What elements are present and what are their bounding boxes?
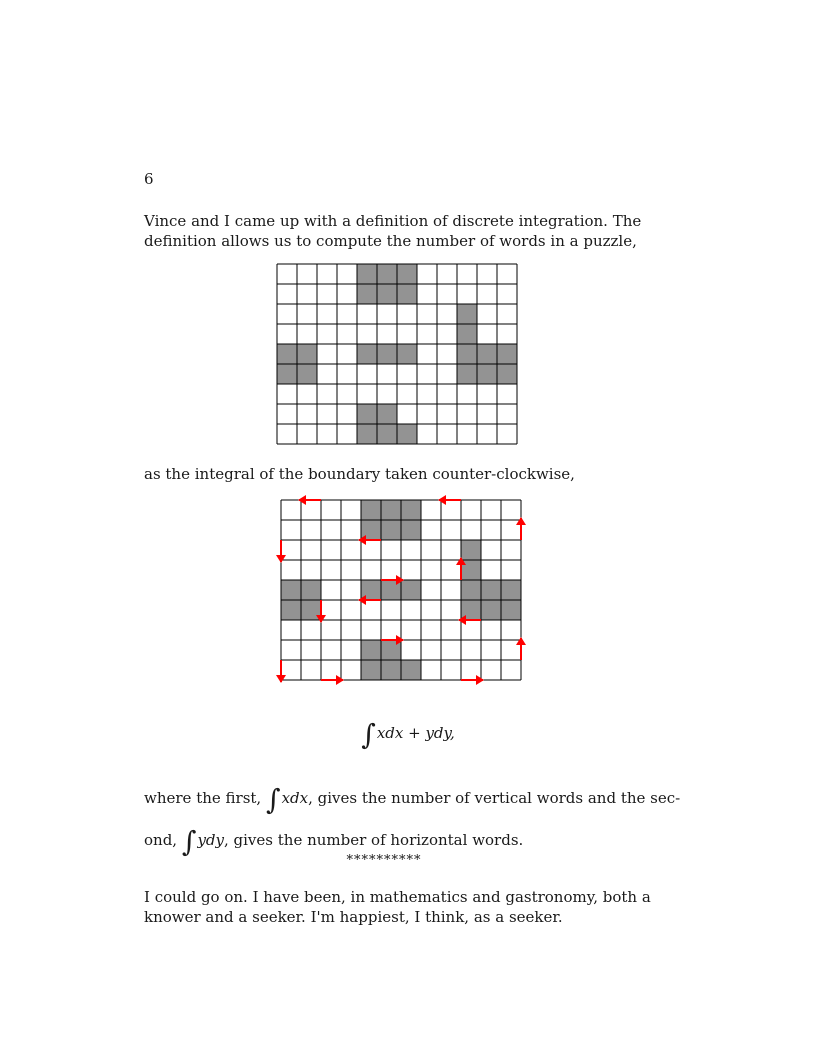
where-text-3: ond, <box>144 831 182 849</box>
black-square <box>281 580 301 600</box>
math-ydy: ydy <box>197 831 224 849</box>
black-square <box>461 540 481 560</box>
black-square <box>297 364 317 384</box>
black-square <box>477 344 497 364</box>
black-square <box>397 264 417 284</box>
black-square <box>277 364 297 384</box>
black-square <box>481 580 501 600</box>
black-square <box>457 344 477 364</box>
black-square <box>397 284 417 304</box>
black-square <box>497 344 517 364</box>
black-square <box>377 264 397 284</box>
intro-paragraph <box>144 211 642 251</box>
black-square <box>401 520 421 540</box>
math-xdx: xdx <box>281 789 309 807</box>
black-square <box>377 404 397 424</box>
black-square <box>497 364 517 384</box>
where-text-1: where the first, <box>144 789 266 807</box>
black-square <box>377 344 397 364</box>
arrow-head <box>298 495 306 505</box>
black-square <box>361 660 381 680</box>
black-square <box>501 600 521 620</box>
section-separator: ********** <box>346 853 422 868</box>
where-paragraph <box>144 775 681 859</box>
arrow-head <box>438 495 446 505</box>
display-equation <box>0 712 816 751</box>
arrow-head <box>476 675 484 685</box>
arrow-head <box>516 637 526 645</box>
black-square <box>461 580 481 600</box>
integral-sign-y: ∫ <box>181 825 197 858</box>
black-square <box>377 424 397 444</box>
black-square <box>357 264 377 284</box>
arrow-head <box>336 675 344 685</box>
black-square <box>281 600 301 620</box>
black-square <box>457 304 477 324</box>
arrow-head <box>276 675 286 683</box>
intro-line-2: definition allows us to compute the number of words in a puzzle, <box>144 232 637 250</box>
integral-sign-x: ∫ <box>265 783 281 816</box>
black-square <box>381 520 401 540</box>
where-text-2: , gives the number of vertical words and the sec- <box>308 789 681 807</box>
black-square <box>401 500 421 520</box>
black-square <box>357 284 377 304</box>
integral-sign: ∫ <box>361 718 376 751</box>
black-square <box>357 424 377 444</box>
black-square <box>501 580 521 600</box>
black-square <box>297 344 317 364</box>
black-square <box>401 580 421 600</box>
black-square <box>361 640 381 660</box>
boundary-line: as the integral of the boundary taken counter-clockwise, <box>144 465 575 483</box>
black-square <box>357 404 377 424</box>
black-square <box>301 580 321 600</box>
black-square <box>477 364 497 384</box>
black-square <box>377 284 397 304</box>
black-square <box>481 600 501 620</box>
where-text-4: , gives the number of horizontal words. <box>224 831 524 849</box>
black-square <box>397 424 417 444</box>
black-square <box>457 324 477 344</box>
black-square <box>401 660 421 680</box>
page-number: 6 <box>144 170 154 188</box>
arrow-head <box>276 555 286 563</box>
intro-line-1: Vince and I came up with a definition of discrete integration. The <box>144 212 642 230</box>
black-square <box>397 344 417 364</box>
black-square <box>277 344 297 364</box>
black-square <box>381 500 401 520</box>
black-square <box>457 364 477 384</box>
puzzle-grid-boundary <box>276 495 526 685</box>
puzzle-grid <box>276 263 518 445</box>
boundary-paragraph <box>144 464 626 484</box>
closing-line-1: I could go on. I have been, in mathematics and gastronomy, both a <box>144 888 651 906</box>
black-square <box>361 500 381 520</box>
where-line-1 <box>144 775 681 817</box>
black-square <box>357 344 377 364</box>
closing-paragraph <box>144 887 651 927</box>
equation-expression: xdx + ydy, <box>376 724 455 742</box>
closing-line-2: knower and a seeker. I'm happiest, I think, as a seeker. <box>144 908 563 926</box>
black-square <box>381 660 401 680</box>
arrow-head <box>516 517 526 525</box>
